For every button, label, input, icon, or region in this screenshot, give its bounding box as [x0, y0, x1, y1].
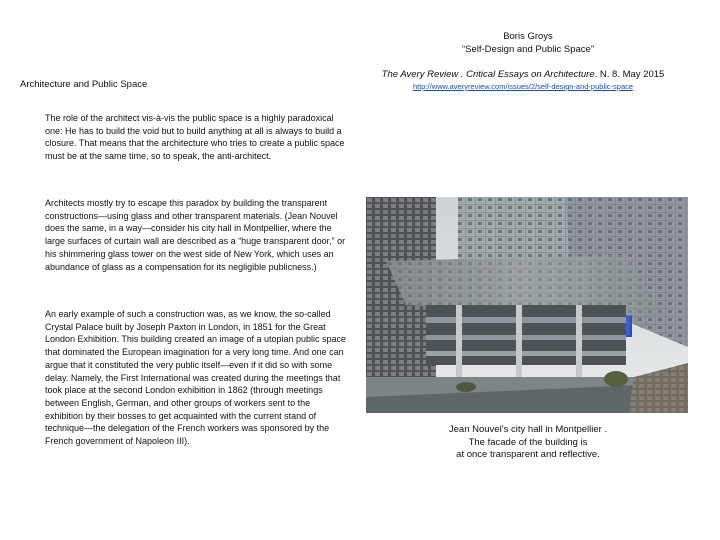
caption-line-2: The facade of the building is	[468, 436, 588, 448]
journal-name: The Avery Review	[381, 69, 459, 80]
caption-line-3: at once transparent and reflective.	[456, 449, 600, 460]
paragraph-3: An early example of such a construction was, as we know, the so-called Crystal Palace built by Joseph Paxton in London, in 1851 for the Great London Exhibition. This building created an image of a utopian public space that dominated the European imagination for a very long time. And one can argue that it constituted the very public itself—even if it did so with some delay. Namely, the First International was created during the meetings that took place at the second London exhibition in 1862 (through meetings between English, German, and other groups of workers sent to the exhibition by their bosses to get acquainted with the current stand of technique—the delegation of the French workers was sponsored by the French government of Napoleon III).	[45, 309, 347, 447]
section-title: Architecture and Public Space	[20, 79, 148, 90]
city-hall-illustration	[366, 197, 688, 413]
journal-subtitle: Critical Essays on Architecture	[466, 69, 595, 80]
source-link[interactable]: http://www.averyreview.com/issues/2/self-design-and-public-space	[412, 82, 634, 91]
journal-issue: . N. 8. May 2015	[594, 69, 665, 80]
photo-caption	[420, 424, 636, 462]
essay-title: “Self-Design and Public Space”	[461, 44, 594, 55]
city-hall-photo	[366, 197, 688, 413]
author-title-block	[370, 30, 686, 56]
journal-citation	[360, 68, 686, 81]
author-name: Boris Groys	[503, 31, 553, 42]
paragraph-2: Architects mostly try to escape this paradox by building the transparent constructions—using glass and other transparent materials. (Jean Nouvel does the same, in a way—consider his city hall in Montpellier, where the large surfaces of curtain wall are described as a “huge transparent door,” or his shimmering glass tower on the west side of New York, which uses an abundance of glass as a compensation for its negligible publicness.)	[45, 198, 346, 272]
journal-separator: .	[458, 69, 467, 80]
caption-line-1: Jean Nouvel’s city hall in Montpellier .	[448, 424, 608, 435]
paragraph-1: The role of the architect vis-à-vis the public space is a highly paradoxical one: He has to build the void but to build anything at all is always to build a closure. That means that the architecture who tries to create a public space must be at the same time, so to speak, the anti-architect.	[45, 113, 345, 162]
